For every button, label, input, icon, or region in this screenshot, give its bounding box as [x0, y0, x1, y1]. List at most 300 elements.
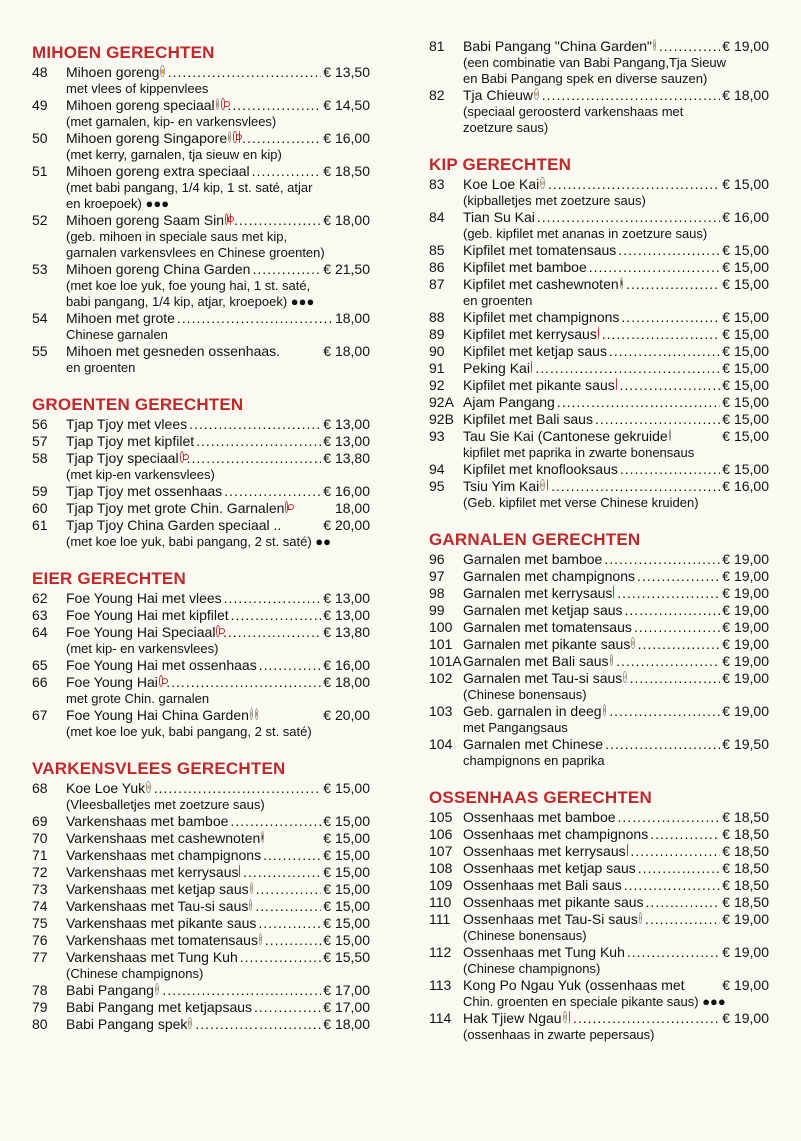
menu-item	[32, 607, 370, 624]
item-price: € 15,00	[323, 847, 370, 863]
dot-leader	[627, 944, 720, 961]
item-number: 98	[429, 585, 445, 601]
item-name: Varkenshaas met Tung Kuh	[66, 949, 238, 965]
item-name: Mihoen met gesneden ossenhaas.	[66, 343, 281, 359]
menu-item	[429, 343, 769, 360]
item-name: Mihoen goreng	[66, 64, 160, 80]
menu-column-left	[32, 38, 370, 1033]
menu-item	[429, 242, 769, 259]
pork-icon	[534, 88, 539, 100]
menu-item	[429, 568, 769, 585]
item-description: en kroepoek) ●●●	[66, 196, 170, 211]
item-name: Babi Pangang "China Garden"	[463, 38, 652, 54]
leaf-icon	[669, 429, 672, 441]
menu-item	[32, 130, 370, 163]
dot-leader	[195, 1016, 321, 1033]
dot-leader	[630, 670, 721, 687]
item-price: € 15,00	[722, 461, 769, 477]
chili-icon	[616, 378, 617, 390]
item-price: € 15,00	[323, 898, 370, 914]
chili-icon	[598, 327, 599, 339]
menu-item	[32, 212, 370, 261]
item-price: € 17,00	[323, 982, 370, 998]
menu-item	[429, 1010, 769, 1043]
item-name: Koe Loe Kai	[463, 176, 540, 192]
item-number: 70	[32, 830, 48, 846]
item-number: 79	[32, 999, 48, 1015]
menu-item	[32, 590, 370, 607]
item-price: € 18,00	[323, 1016, 370, 1032]
menu-section	[429, 154, 769, 511]
item-number: 93	[429, 428, 445, 444]
dot-leader	[223, 624, 321, 641]
dot-leader	[187, 450, 322, 467]
menu-item	[429, 176, 769, 209]
item-price: € 16,00	[722, 209, 769, 225]
item-name: Ossenhaas met kerrysaus	[463, 843, 626, 859]
item-description: (Chinese bonensaus)	[463, 928, 587, 943]
item-price: € 19,00	[722, 944, 769, 960]
chili-icon	[613, 586, 614, 598]
dot-leader	[166, 674, 321, 691]
item-number: 102	[429, 670, 453, 686]
item-price: € 15,00	[323, 813, 370, 829]
dot-leader	[638, 860, 721, 877]
dot-leader	[535, 360, 720, 377]
menu-item	[32, 261, 370, 310]
item-number: 85	[429, 242, 445, 258]
dot-leader	[634, 619, 720, 636]
item-description: met vlees of kippenvlees	[66, 81, 209, 96]
item-price: € 20,00	[323, 517, 370, 533]
item-name: Mihoen goreng Singapore	[66, 130, 228, 146]
item-name: Babi Pangang	[66, 982, 154, 998]
item-number: 62	[32, 590, 48, 606]
item-price: € 15,00	[722, 394, 769, 410]
item-price: € 15,00	[323, 915, 370, 931]
item-name: Kipfilet met tomatensaus	[463, 242, 617, 258]
item-name: Kipfilet met bamboe	[463, 259, 587, 275]
menu-section	[32, 394, 370, 550]
item-name: Ajam Pangang	[463, 394, 555, 410]
pork-icon	[250, 882, 253, 894]
item-number: 84	[429, 209, 445, 225]
item-name: Foe Young Hai China Garden	[66, 707, 249, 723]
dot-leader	[645, 911, 720, 928]
item-number: 54	[32, 310, 48, 326]
menu-item	[32, 624, 370, 657]
item-description: (Chinese bonensaus)	[463, 687, 587, 702]
item-description: Chin. groenten en speciale pikante saus) ●●●	[463, 994, 726, 1009]
item-price: € 15,00	[722, 343, 769, 359]
menu-item	[32, 416, 370, 433]
item-number: 114	[429, 1010, 452, 1026]
item-description: met Pangangsaus	[463, 720, 568, 735]
item-price: € 13,00	[323, 590, 370, 606]
menu-item	[32, 847, 370, 864]
shrimp-icon	[233, 131, 236, 143]
menu-item	[32, 1016, 370, 1033]
item-name: Tau Sie Kai (Cantonese gekruide	[463, 428, 668, 444]
pork-icon	[259, 933, 262, 945]
egg-icon	[216, 98, 219, 110]
pork-icon	[188, 1017, 192, 1029]
item-name: Koe Loe Yuk	[66, 780, 146, 796]
shrimp-icon	[180, 451, 184, 463]
section-title: EIER GERECHTEN	[32, 569, 186, 588]
item-price: € 16,00	[323, 130, 370, 146]
item-name: Kipfilet met knoflooksaus	[463, 461, 618, 477]
item-name: Garnalen met Tau-si saus	[463, 670, 623, 686]
item-name: Tjap Tjoy met ossenhaas	[66, 483, 223, 499]
menu-item	[429, 259, 769, 276]
item-number: 112	[429, 944, 452, 960]
dot-leader	[573, 1010, 720, 1027]
menu-item	[32, 707, 370, 740]
item-number: 68	[32, 780, 48, 796]
item-description: en groenten	[463, 293, 533, 308]
menu-item	[429, 209, 769, 242]
menu-item	[429, 87, 769, 136]
item-price: 18,00	[334, 500, 370, 516]
item-number: 52	[32, 212, 48, 228]
menu-item	[429, 826, 769, 843]
item-price: € 20,00	[323, 707, 371, 723]
item-number: 63	[32, 607, 48, 623]
item-name: Tjap Tjoy speciaal	[66, 450, 179, 466]
item-number: 92A	[429, 394, 454, 410]
item-number: 99	[429, 602, 445, 618]
item-number: 72	[32, 864, 48, 880]
menu-section	[32, 568, 370, 740]
item-name: Mihoen goreng speciaal	[66, 97, 215, 113]
dot-leader	[616, 653, 720, 670]
item-number: 76	[32, 932, 48, 948]
item-name: Mihoen goreng Saam Sin	[66, 212, 224, 228]
menu-item	[429, 428, 769, 461]
menu-item	[429, 461, 769, 478]
dot-leader	[595, 411, 720, 428]
item-description: met grote Chin. garnalen	[66, 691, 210, 706]
menu-item	[429, 977, 769, 1010]
menu-item	[32, 932, 370, 949]
item-number: 111	[429, 911, 451, 927]
item-price: € 16,00	[323, 483, 370, 499]
item-number: 59	[32, 483, 48, 499]
menu-item	[429, 585, 769, 602]
menu-item	[32, 780, 370, 813]
item-price: € 19,50	[722, 736, 769, 752]
item-number: 66	[32, 674, 48, 690]
menu-item	[429, 877, 769, 894]
item-name: Garnalen met Chinese	[463, 736, 604, 752]
section-title: GARNALEN GERECHTEN	[429, 530, 641, 549]
item-number: 75	[32, 915, 48, 931]
shrimp-icon	[285, 501, 288, 513]
item-number: 74	[32, 898, 48, 914]
dot-leader	[240, 949, 322, 966]
item-price: € 19,00	[722, 636, 769, 652]
item-name: Varkenshaas met cashewnoten	[66, 830, 261, 846]
item-number: 80	[32, 1016, 48, 1032]
item-description: (ossenhaas in zwarte pepersaus)	[463, 1027, 655, 1042]
dot-leader	[234, 212, 321, 229]
dot-leader	[537, 209, 720, 226]
dot-leader	[626, 276, 720, 293]
menu-item	[32, 674, 370, 707]
item-number: 83	[429, 176, 445, 192]
item-name: Babi Pangang met ketjapsaus	[66, 999, 253, 1015]
item-description: (met kip-en varkensvlees)	[66, 467, 215, 482]
item-name: Kong Po Ngau Yuk (ossenhaas met	[463, 977, 685, 993]
pork-icon	[603, 704, 607, 716]
menu-section	[32, 758, 370, 1033]
item-name: Kipfilet met ketjap saus	[463, 343, 607, 359]
item-price: € 15,00	[323, 780, 370, 796]
dot-leader	[255, 898, 321, 915]
item-name: Kipfilet met kerrysaus	[463, 326, 597, 342]
item-name: Tian Su Kai	[463, 209, 535, 225]
item-number: 86	[429, 259, 445, 275]
item-number: 101A	[429, 653, 462, 669]
item-price: € 15,50	[323, 949, 370, 965]
menu-item	[429, 360, 769, 377]
nut-icon	[261, 831, 264, 843]
item-description: (met garnalen, kip- en varkensvlees)	[66, 114, 277, 129]
item-description: zoetzure saus)	[463, 120, 549, 135]
section-title: OSSENHAAS GERECHTEN	[429, 788, 652, 807]
dot-leader	[254, 999, 321, 1016]
item-number: 103	[429, 703, 453, 719]
dot-leader	[621, 309, 720, 326]
dot-leader	[263, 847, 321, 864]
item-description: (kipballetjes met zoetzure saus)	[463, 193, 646, 208]
item-name: Foe Young Hai met kipfilet	[66, 607, 229, 623]
item-price: € 15,00	[323, 932, 370, 948]
dot-leader	[624, 877, 721, 894]
menu-item	[429, 809, 769, 826]
menu-item	[32, 310, 370, 343]
item-price: € 15,00	[323, 881, 370, 897]
item-number: 92B	[429, 411, 454, 427]
chicken-icon	[255, 708, 258, 720]
item-number: 104	[429, 736, 453, 752]
item-name: Garnalen met ketjap saus	[463, 602, 623, 618]
dot-leader	[154, 780, 322, 797]
item-price: € 13,00	[323, 416, 370, 432]
item-price: € 15,00	[722, 259, 769, 275]
item-name: Tjap Tjoy China Garden speciaal ..	[66, 517, 282, 533]
item-name: Garnalen met pikante saus	[463, 636, 631, 652]
menu-item	[429, 670, 769, 703]
shrimp-icon	[159, 675, 163, 687]
pork-icon	[250, 708, 253, 720]
dot-leader	[224, 590, 322, 607]
item-name: Peking Kai	[463, 360, 530, 376]
menu-section	[429, 529, 769, 769]
item-price: € 19,00	[722, 585, 769, 601]
dot-leader	[542, 87, 721, 104]
item-price: € 19,00	[722, 568, 769, 584]
item-number: 65	[32, 657, 48, 673]
item-price: € 18,00	[323, 343, 370, 359]
item-name: Varkenshaas met ketjap saus	[66, 881, 249, 897]
item-name: Hak Tjiew Ngau	[463, 1010, 562, 1026]
dot-leader	[242, 130, 321, 147]
item-number: 106	[429, 826, 453, 842]
leaf-icon	[249, 899, 252, 911]
menu-item	[429, 478, 769, 511]
item-name: Ossenhaas met Tau-Si saus	[463, 911, 638, 927]
menu-item	[429, 377, 769, 394]
section-title: MIHOEN GERECHTEN	[32, 43, 215, 62]
item-number: 88	[429, 309, 445, 325]
item-price: € 14,50	[323, 97, 370, 113]
dot-leader	[168, 64, 322, 81]
dot-leader	[265, 932, 321, 949]
item-number: 100	[429, 619, 453, 635]
item-number: 113	[429, 977, 452, 993]
item-price: 18,00	[334, 310, 370, 326]
item-name: Foe Young Hai met vlees	[66, 590, 222, 606]
item-price: € 13,80	[323, 624, 370, 640]
dot-leader	[617, 585, 720, 602]
item-description: (geb. mihoen in speciale saus met kip,	[66, 229, 288, 244]
item-price: € 15,00	[722, 309, 769, 325]
item-name: Tjap Tjoy met kipfilet	[66, 433, 195, 449]
item-price: € 16,00	[722, 478, 769, 494]
menu-item	[429, 38, 769, 87]
pork-icon	[540, 479, 545, 491]
item-name: Kipfilet met cashewnoten	[463, 276, 619, 292]
item-number: 89	[429, 326, 445, 342]
dot-leader	[630, 843, 720, 860]
menu-item	[32, 657, 370, 674]
item-price: € 18,50	[722, 860, 769, 876]
item-number: 91	[429, 360, 445, 376]
item-number: 49	[32, 97, 48, 113]
item-name: Mihoen goreng extra speciaal	[66, 163, 250, 179]
dot-leader	[638, 636, 721, 653]
menu-item	[429, 326, 769, 343]
item-name: Ossenhaas met pikante saus	[463, 894, 644, 910]
item-name: Kipfilet met Bali saus	[463, 411, 593, 427]
item-price: € 15,00	[722, 276, 769, 292]
menu-item	[429, 551, 769, 568]
menu-section	[32, 42, 370, 376]
item-price: € 19,00	[722, 911, 769, 927]
item-price: € 19,00	[722, 551, 769, 567]
menu-item	[32, 433, 370, 450]
dot-leader	[189, 416, 321, 433]
item-name: Varkenshaas met pikante saus	[66, 915, 257, 931]
section-title: GROENTEN GERECHTEN	[32, 395, 244, 414]
item-number: 109	[429, 877, 453, 893]
item-number: 95	[429, 478, 445, 494]
item-description: (geb. kipfilet met ananas in zoetzure saus)	[463, 226, 708, 241]
item-number: 82	[429, 87, 445, 103]
menu-item	[429, 309, 769, 326]
item-name: Foe Young Hai Speciaal	[66, 624, 216, 640]
item-number: 64	[32, 624, 48, 640]
item-price: € 15,00	[722, 377, 769, 393]
item-price: € 18,00	[722, 87, 769, 103]
item-price: € 15,00	[722, 411, 769, 427]
item-price: € 15,00	[323, 864, 370, 880]
item-price: € 18,50	[722, 809, 769, 825]
item-name: Garnalen met Bali saus	[463, 653, 609, 669]
item-description: champignons en paprika	[463, 753, 605, 768]
item-description: garnalen varkensvlees en Chinese groenten)	[66, 245, 325, 260]
item-name: Garnalen met kerrysaus	[463, 585, 613, 601]
item-price: € 13,50	[323, 64, 370, 80]
item-name: Kipfilet met champignons	[463, 309, 620, 325]
item-number: 92	[429, 377, 445, 393]
shrimp-icon	[216, 625, 220, 637]
item-number: 50	[32, 130, 48, 146]
menu-item	[32, 500, 370, 517]
item-number: 97	[429, 568, 445, 584]
item-number: 57	[32, 433, 48, 449]
item-name: Tjap Tjoy met vlees	[66, 416, 188, 432]
menu-item	[32, 982, 370, 999]
menu-item	[32, 97, 370, 130]
dot-leader	[609, 703, 720, 720]
item-name: Mihoen goreng China Garden	[66, 261, 251, 277]
menu-item	[429, 860, 769, 877]
item-name: Garnalen met champignons	[463, 568, 635, 584]
chili-icon	[239, 865, 240, 877]
item-name: Tja Chieuw	[463, 87, 534, 103]
item-description: kipfilet met paprika in zwarte bonensaus	[463, 445, 695, 460]
menu-item	[32, 999, 370, 1016]
chili-icon	[627, 844, 628, 856]
item-number: 105	[429, 809, 453, 825]
dot-leader	[620, 377, 721, 394]
item-price: € 19,00	[722, 619, 769, 635]
pork-icon	[653, 39, 656, 51]
item-number: 77	[32, 949, 48, 965]
dot-leader	[605, 736, 720, 753]
item-description: (met kip- en varkensvlees)	[66, 641, 219, 656]
pork-icon	[155, 983, 159, 995]
menu-item	[429, 944, 769, 977]
item-price: € 13,00	[323, 433, 370, 449]
item-price: € 19,00	[722, 670, 769, 686]
item-name: Tjap Tjoy met grote Chin. Garnalen	[66, 500, 285, 516]
item-name: Geb. garnalen in deeg	[463, 703, 602, 719]
egg-icon	[228, 131, 231, 143]
item-description: (met babi pangang, 1/4 kip, 1 st. saté, atjar	[66, 180, 313, 195]
item-description: (Chinese champignons)	[463, 961, 601, 976]
dot-leader	[650, 826, 720, 843]
leaf-icon	[639, 912, 642, 924]
item-price: € 18,50	[722, 843, 769, 859]
item-description: (met koe loe yuk, babi pangang, 2 st. saté)	[66, 724, 312, 739]
item-name: Ossenhaas met champignons	[463, 826, 649, 842]
item-name: Varkenshaas met Tau-si saus	[66, 898, 249, 914]
item-price: € 18,00	[323, 674, 370, 690]
item-description: (Geb. kipfilet met verse Chinese kruiden)	[463, 495, 699, 510]
menu-item	[429, 411, 769, 428]
item-name: Ossenhaas met bamboe	[463, 809, 616, 825]
dot-leader	[259, 657, 322, 674]
item-description: Chinese garnalen	[66, 327, 168, 342]
dot-leader	[162, 982, 321, 999]
menu-item	[429, 653, 769, 670]
item-description: (met koe loe yuk, babi pangang, 2 st. saté) ●●	[66, 534, 332, 549]
menu-item	[32, 915, 370, 932]
